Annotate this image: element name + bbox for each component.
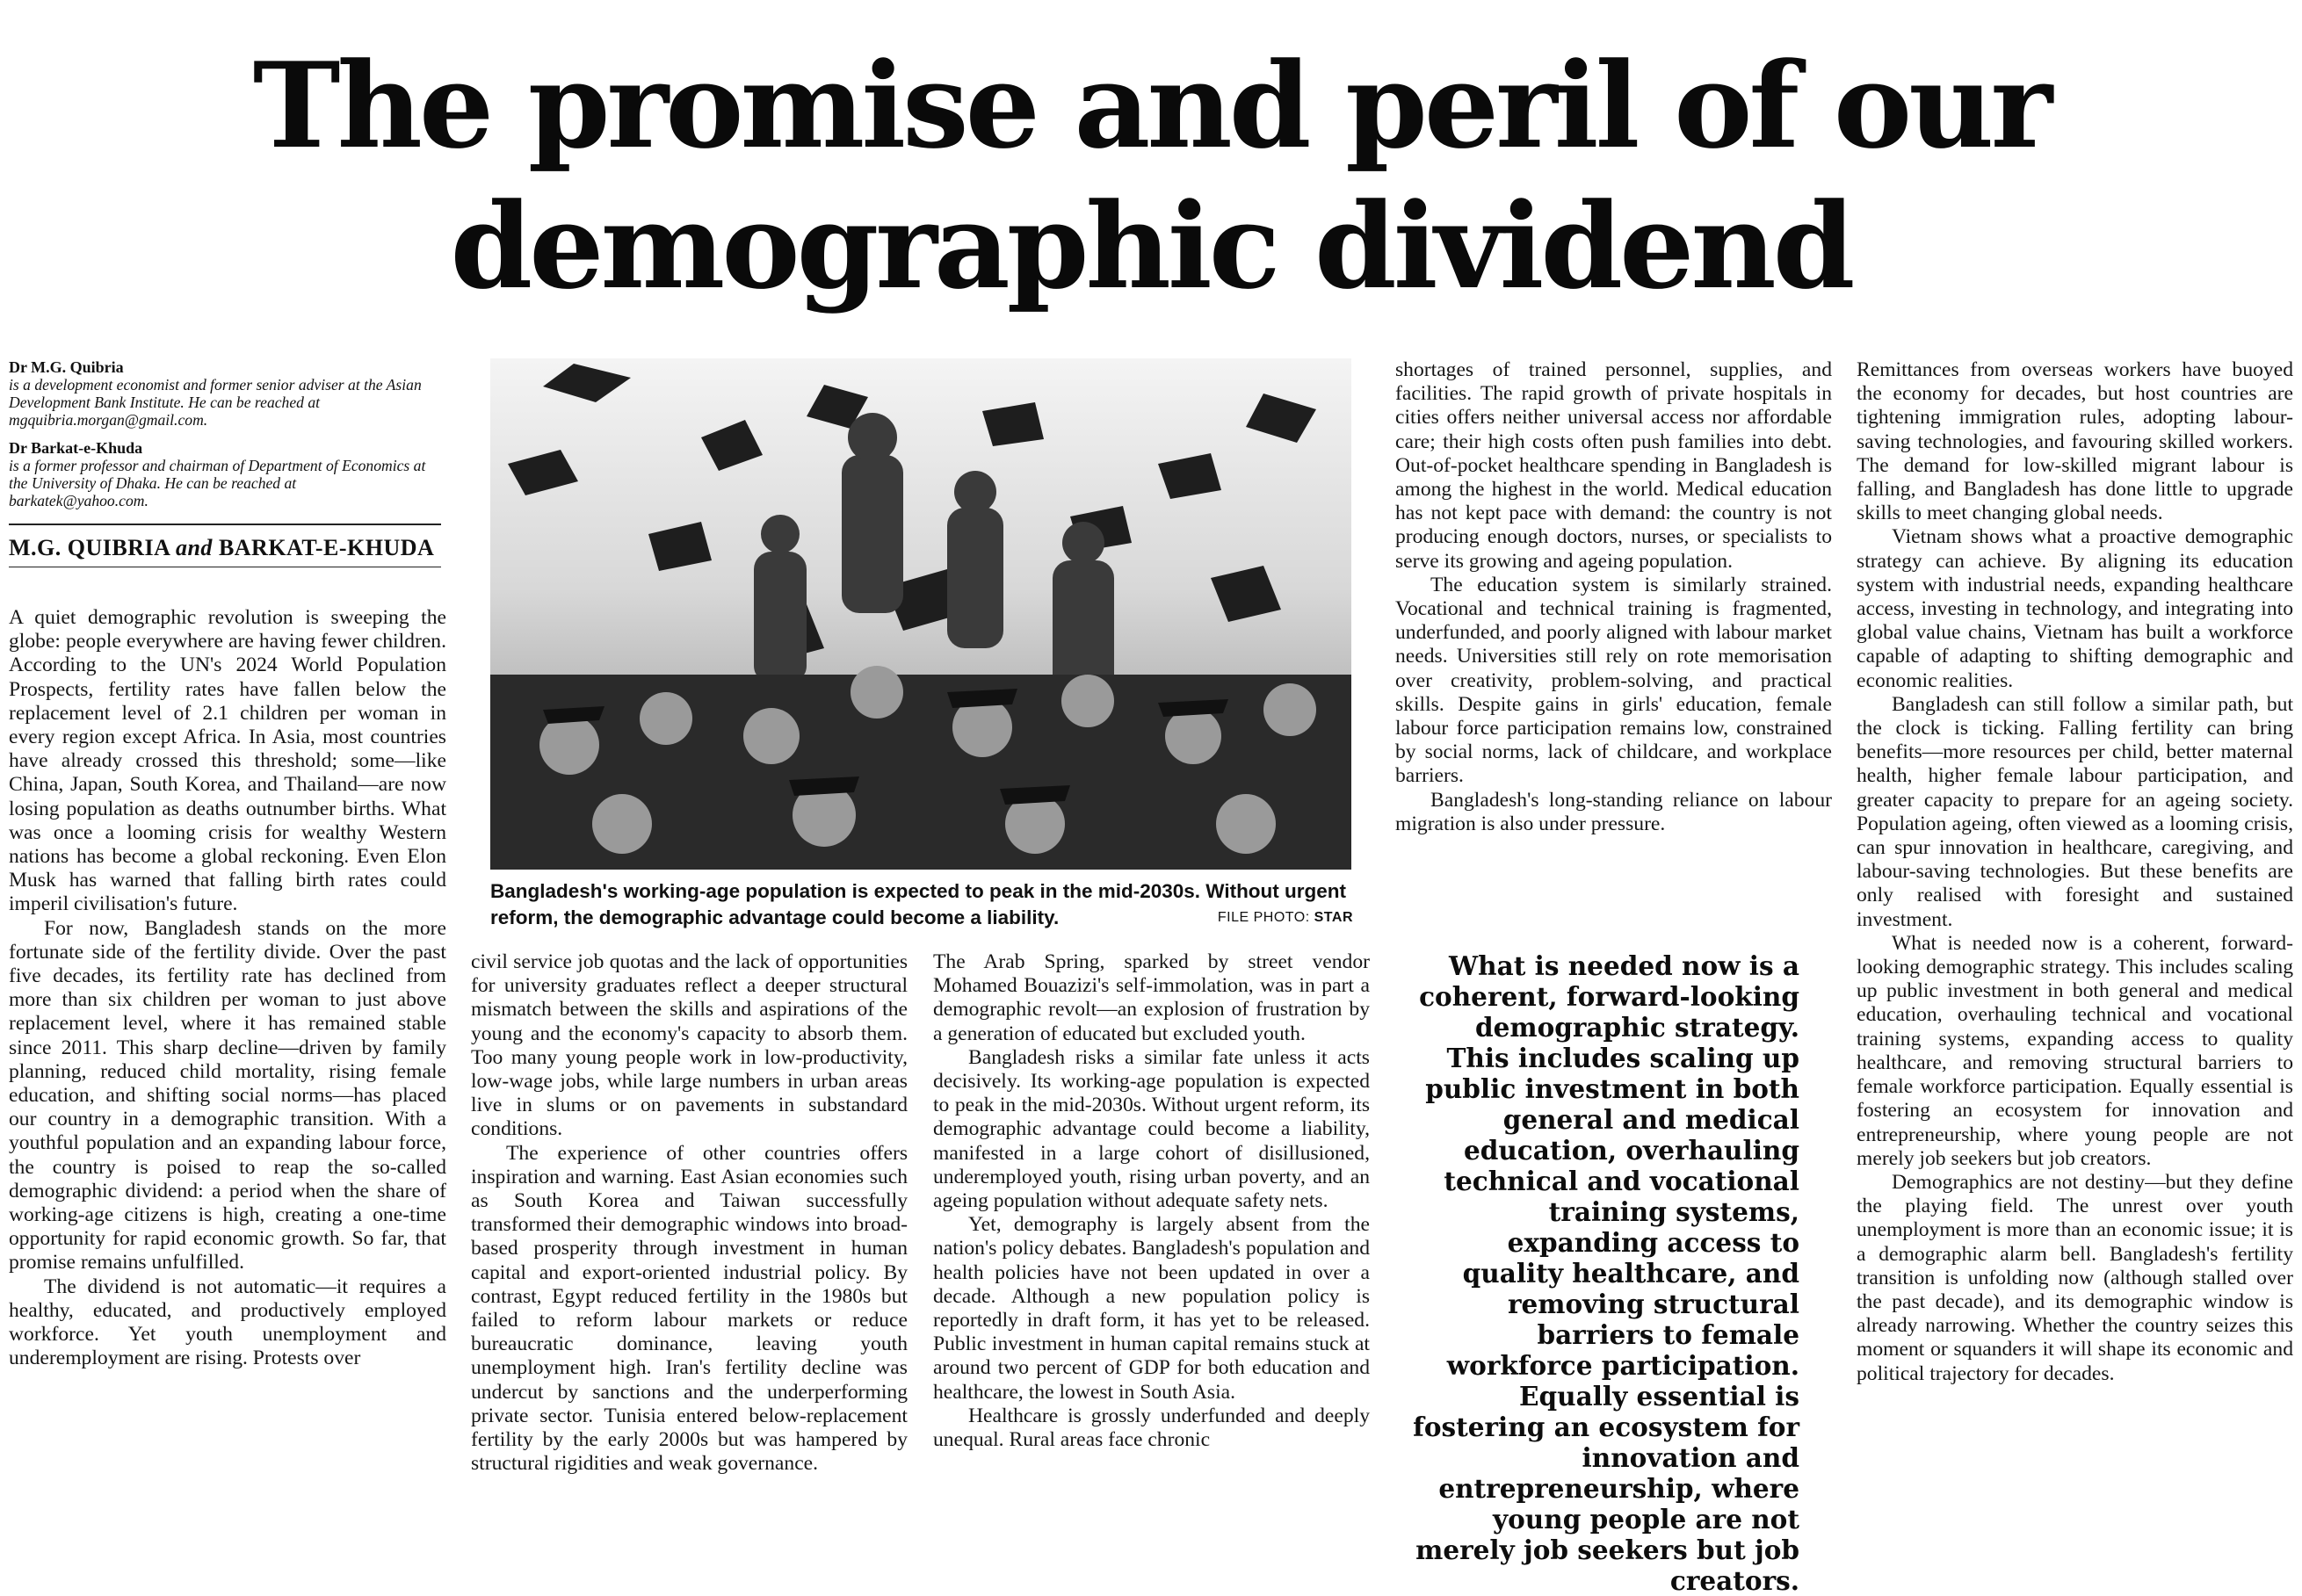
byline-author-2: BARKAT-E-KHUDA <box>218 535 435 560</box>
byline-and: and <box>175 535 213 560</box>
bio-2-description: is a former professor and chairman of Department of Economics at the University of Dhaka. He can be reached at barkatek@yahoo.com. <box>9 457 426 509</box>
headline-line-1: The promise and peril of our <box>252 36 2050 175</box>
column-3 <box>933 950 1370 1452</box>
col3-paragraph-1: The Arab Spring, sparked by street vendor Mohamed Bouazizi's self-immolation, was in part a demographic revolt—an explosion of frustration by a generation of educated but excluded youth. <box>933 950 1370 1045</box>
col1-paragraph-1: A quiet demographic revolution is sweeping the globe: people everywhere are having fewer children. According to the UN's 2024 World Population Prospects, fertility rates have fallen below the replacement level of 2.1 children per woman in every region except Africa. In Asia, most countries have already crossed this threshold; some—like China, Japan, South Korea, and Thailand—are now losing population as deaths outnumber births. What was once a looming crisis for wealthy Western nations has become a global reckoning. Even Elon Musk has warned that falling birth rates could imperil civilisation's future. <box>9 606 446 916</box>
bio-1-name: Dr M.G. Quibria <box>9 358 124 376</box>
column-2 <box>471 950 908 1476</box>
col4-paragraph-1: shortages of trained personnel, supplies, and facilities. The rapid growth of private hospitals in cities offers neither universal access nor affordable care; their high costs often push families into debt. Out-of-pocket healthcare spending in Bangladesh is among the highest in the world. Medical education has not kept pace with demand: the country is not producing enough doctors, nurses, or specialists to serve its growing and ageing population. <box>1395 358 1832 573</box>
graduates-celebrating-image <box>490 358 1351 870</box>
col4-paragraph-2: The education system is similarly strained. Vocational and technical training is fragmented, underfunded, and poorly aligned with labour market needs. Universities still rely on rote memorisation over creativity, problem-solving, and practical skills. Despite gains in girls' education, female labour force participation remains low, constrained by social norms, lack of childcare, and workplace barriers. <box>1395 573 1832 788</box>
headline-line-2: demographic dividend <box>450 177 1852 315</box>
col5-paragraph-3: Bangladesh can still follow a similar path, but the clock is ticking. Falling fertility can bring benefits—more resources per child, better maternal health, higher female labour participation, and greater capacity to prepare for an ageing society. Population ageing, often viewed as a looming crisis, can spur innovation in healthcare, caregiving, and labour-saving technologies. But these benefits are only realised with foresight and sustained investment. <box>1857 692 2293 931</box>
bio-1-description: is a development economist and former senior adviser at the Asian Development Bank Institute. He can be reached at mgquibria.morgan@gmail.com. <box>9 376 422 429</box>
column-4 <box>1395 358 1832 836</box>
byline <box>9 535 441 561</box>
col3-paragraph-4: Healthcare is grossly underfunded and deeply unequal. Rural areas face chronic <box>933 1404 1370 1452</box>
col1-paragraph-3: The dividend is not automatic—it requires a healthy, educated, and productively employed workforce. Yet youth unemployment and underemployment are rising. Protests over <box>9 1275 446 1370</box>
col2-paragraph-2: The experience of other countries offers inspiration and warning. East Asian economies such as South Korea and Taiwan successfully transformed their demographic windows into broad-based prosperity through investment in human capital and export-oriented industrial policy. By contrast, Egypt reduced fertility in the 1980s but failed to reform labour markets or reduce bureaucratic dominance, leaving youth unemployment high. Iran's fertility decline was undercut by sanctions and the underperforming private sector. Tunisia entered below-replacement fertility by the early 2000s but was hampered by structural rigidities and weak governance. <box>471 1141 908 1476</box>
col5-paragraph-5: Demographics are not destiny—but they define the playing field. The unrest over youth unemployment is more than an economic issue; it is a demographic alarm bell. Bangladesh's fertility transition is unfolding now (although stalled over the past decade), and its demographic window is already narrowing. Whether the country seizes this moment or squanders it will shape its economic and political trajectory for decades. <box>1857 1170 2293 1385</box>
col3-paragraph-2: Bangladesh risks a similar fate unless it acts decisively. Its working-age population is expected to peak in the mid-2030s. Without urgent reform, its demographic advantage could become a liability, manifested in a large cohort of disillusioned, underemployed youth, rising urban poverty, and an ageing population without adequate safety nets. <box>933 1045 1370 1213</box>
byline-author-1: M.G. QUIBRIA <box>9 535 170 560</box>
col5-paragraph-2: Vietnam shows what a proactive demographic strategy can achieve. By aligning its education system with industrial needs, expanding healthcare access, investing in technology, and integrating into global value chains, Vietnam has built a workforce capable of adapting to shifting demographic and economic realities. <box>1857 525 2293 692</box>
col2-paragraph-1: civil service job quotas and the lack of opportunities for university graduates reflect a deeper structural mismatch between the skills and aspirations of the young and the economy's capacity to absorb them. Too many young people work in low-productivity, low-wage jobs, while large numbers in urban areas live in slums or on pavements in substandard conditions. <box>471 950 908 1141</box>
photo-credit <box>1199 908 1353 928</box>
col1-paragraph-2: For now, Bangladesh stands on the more fortunate side of the fertility divide. Over the past five decades, its fertility rate has declined from more than six children per woman to just above replacement level, where it has remained stable since 2011. This sharp decline—driven by family planning, reduced child mortality, rising female education, and shifting social norms—has placed our country in a demographic transition. With a youthful population and an expanding labour force, the country is poised to reap the so-called demographic dividend: a period when the share of working-age citizens is high, creating a one-time opportunity for rapid economic growth. So far, that promise remains unfulfilled. <box>9 916 446 1275</box>
column-5 <box>1857 358 2293 1386</box>
photo-credit-source: STAR <box>1314 910 1353 925</box>
photo-caption: Bangladesh's working-age population is expected to peak in the mid-2030s. Without urgent reform, the demographic advantage could become a liability. <box>490 880 1347 928</box>
col4-paragraph-3: Bangladesh's long-standing reliance on labour migration is also under pressure. <box>1395 788 1832 835</box>
headline <box>0 35 2302 316</box>
photo-credit-prefix: FILE PHOTO: <box>1217 910 1310 925</box>
column-1 <box>9 606 446 1371</box>
bio-2-name: Dr Barkat-e-Khuda <box>9 439 143 457</box>
pull-quote: What is needed now is a coherent, forward-looking demographic strategy. This includes scaling up public investment in both general and medical education, overhauling technical and vocational training systems, expanding access to quality healthcare, and removing structural barriers to female workforce participation. Equally essential is fostering an ecosystem for innovation and entrepreneurship, where young people are not merely job seekers but job creators. <box>1413 950 1799 1596</box>
col5-paragraph-4: What is needed now is a coherent, forward-looking demographic strategy. This includes scaling up public investment in both general and medical education, overhauling technical and vocational training systems, expanding access to quality healthcare, and removing structural barriers to female workforce participation. Equally essential is fostering an ecosystem for innovation and entrepreneurship, where young people are not merely job seekers but job creators. <box>1857 931 2293 1170</box>
author-bios <box>9 358 435 520</box>
graduation-photo <box>490 358 1351 870</box>
byline-top-rule <box>9 524 441 525</box>
col3-paragraph-3: Yet, demography is largely absent from the nation's policy debates. Bangladesh's population and health policies have not been updated in over a decade. Although a new population policy is reportedly in draft form, it has yet to be released. Public investment in human capital remains stuck at around two percent of GDP for both education and healthcare, the lowest in South Asia. <box>933 1213 1370 1404</box>
col5-paragraph-1: Remittances from overseas workers have buoyed the economy for decades, but host countries are tightening immigration rules, adopting labour-saving technologies, and favouring skilled workers. The demand for low-skilled migrant labour is falling, and Bangladesh has done little to upgrade skills to meet changing global needs. <box>1857 358 2293 525</box>
